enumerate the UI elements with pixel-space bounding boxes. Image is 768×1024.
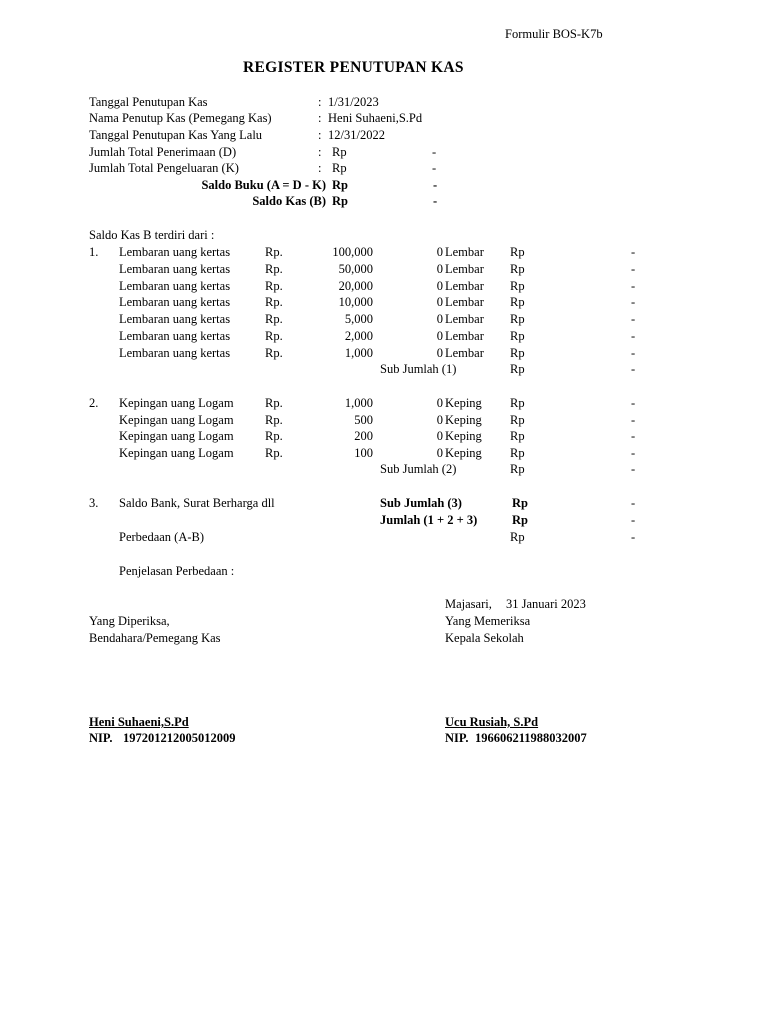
subtotal-amount: - [631,462,636,476]
row-rp: Rp. [265,446,283,461]
row-rp: Rp. [265,245,283,259]
total-label: Jumlah (1 + 2 + 3) [380,513,478,527]
left-sign-name: Heni Suhaeni,S.Pd [89,715,189,729]
row-denomination: 5,000 [344,312,373,327]
row-denomination: 10,000 [338,295,373,310]
right-sign-nip-label: NIP. [445,731,469,745]
row-item: Kepingan uang Logam [119,396,234,410]
left-sign-nip: 197201212005012009 [123,731,236,745]
row-amount: - [631,446,636,461]
section-3-item: Saldo Bank, Surat Berharga dll [119,496,275,510]
row-item: Lembaran uang kertas [119,261,231,276]
row-rp: Rp. [265,429,283,444]
row-rp: Rp. [265,345,283,360]
info-value: Heni Suhaeni,S.Pd [328,111,423,125]
row-rp: Rp. [265,329,283,343]
row-unit: Lembar [445,278,484,293]
penjelasan-label: Penjelasan Perbedaan : [119,564,235,578]
row-rp: Rp. [265,312,283,327]
row-denomination: 1,000 [344,396,373,410]
row-currency: Rp [510,261,525,276]
right-sign-nip: 196606211988032007 [475,731,587,745]
info-colon: : [318,111,322,125]
row-unit: Lembar [445,261,484,276]
row-amount: - [631,278,636,293]
right-sign-title: Kepala Sekolah [445,631,524,645]
row-quantity: 0 [436,446,443,461]
section-number: 3. [89,496,99,510]
row-amount: - [631,345,636,360]
row-unit: Keping [445,412,482,427]
row-denomination: 500 [354,412,373,427]
row-quantity: 0 [436,278,443,293]
row-item: Lembaran uang kertas [119,345,231,360]
saldo-kas-currency: Rp [332,194,348,208]
row-unit: Keping [445,396,482,410]
row-rp: Rp. [265,295,283,310]
row-item: Lembaran uang kertas [119,295,231,310]
subtotal-label: Sub Jumlah (1) [380,362,457,376]
perbedaan-label: Perbedaan (A-B) [119,530,205,544]
row-amount: - [631,429,636,444]
row-quantity: 0 [436,261,443,276]
sign-date: 31 Januari 2023 [506,597,586,611]
info-colon: : [318,161,322,175]
right-sign-role: Yang Memeriksa [445,614,531,628]
row-denomination: 1,000 [344,345,373,360]
subtotal-currency: Rp [510,462,525,476]
row-denomination: 100 [354,446,373,461]
info-colon: : [318,128,322,142]
info-label: Tanggal Penutupan Kas [89,95,208,109]
row-quantity: 0 [436,412,443,427]
row-amount: - [631,412,636,427]
row-amount: - [631,329,636,343]
row-unit: Lembar [445,245,484,259]
saldo-buku-label: Saldo Buku (A = D - K) [201,178,326,192]
row-denomination: 20,000 [338,278,373,293]
row-denomination: 200 [354,429,373,444]
info-currency: Rp [332,145,347,159]
info-value: 1/31/2023 [328,95,379,109]
row-currency: Rp [510,329,525,343]
sign-place: Majasari, [445,597,492,611]
saldo-kas-label: Saldo Kas (B) [252,194,326,208]
subtotal-amount: - [631,362,636,376]
info-currency: Rp [332,161,347,175]
row-denomination: 2,000 [344,329,373,343]
row-item: Kepingan uang Logam [119,446,234,461]
saldo-buku-amount: - [433,178,438,192]
row-rp: Rp. [265,396,283,410]
subtotal-label: Sub Jumlah (3) [380,496,462,510]
saldo-buku-currency: Rp [332,178,348,192]
subtotal-currency: Rp [512,496,528,510]
row-amount: - [631,261,636,276]
row-item: Kepingan uang Logam [119,412,234,427]
info-value: 12/31/2022 [328,128,385,142]
row-currency: Rp [510,412,525,427]
perbedaan-currency: Rp [510,530,525,544]
row-currency: Rp [510,295,525,310]
row-currency: Rp [510,446,525,461]
info-amount: - [432,161,437,175]
saldo-kas-amount: - [433,194,438,208]
row-unit: Lembar [445,295,484,310]
row-unit: Keping [445,429,482,444]
info-label: Tanggal Penutupan Kas Yang Lalu [89,128,263,142]
row-currency: Rp [510,312,525,327]
total-amount: - [631,513,636,527]
row-unit: Lembar [445,312,484,327]
info-label: Jumlah Total Penerimaan (D) [89,145,237,159]
row-quantity: 0 [436,329,443,343]
row-denomination: 100,000 [332,245,373,259]
row-currency: Rp [510,396,525,410]
row-item: Lembaran uang kertas [119,278,231,293]
info-colon: : [318,145,322,159]
row-currency: Rp [510,278,525,293]
row-item: Lembaran uang kertas [119,329,231,343]
right-sign-name: Ucu Rusiah, S.Pd [445,715,539,729]
row-unit: Keping [445,446,482,461]
page-title: REGISTER PENUTUPAN KAS [243,59,464,76]
subtotal-amount: - [631,496,636,510]
row-unit: Lembar [445,345,484,360]
info-label: Jumlah Total Pengeluaran (K) [89,161,239,175]
row-currency: Rp [510,345,525,360]
left-sign-title: Bendahara/Pemegang Kas [89,631,221,645]
row-item: Kepingan uang Logam [119,429,234,444]
section-number: 1. [89,245,99,259]
row-amount: - [631,295,636,310]
row-quantity: 0 [436,396,443,410]
info-label: Nama Penutup Kas (Pemegang Kas) [89,111,272,125]
total-currency: Rp [512,513,528,527]
row-quantity: 0 [436,345,443,360]
row-denomination: 50,000 [338,261,373,276]
form-code: Formulir BOS-K7b [505,27,603,41]
info-colon: : [318,95,322,109]
subtotal-currency: Rp [510,362,525,376]
left-sign-role: Yang Diperiksa, [89,614,170,628]
row-unit: Lembar [445,329,484,343]
row-quantity: 0 [436,312,443,327]
row-rp: Rp. [265,412,283,427]
row-currency: Rp [510,429,525,444]
row-item: Lembaran uang kertas [119,245,231,259]
saldo-kas-b-heading: Saldo Kas B terdiri dari : [89,228,215,242]
left-sign-nip-label: NIP. [89,731,113,745]
row-quantity: 0 [436,245,443,259]
row-amount: - [631,396,636,410]
section-number: 2. [89,396,99,410]
row-quantity: 0 [436,295,443,310]
info-amount: - [432,145,437,159]
row-amount: - [631,245,636,259]
perbedaan-amount: - [631,530,636,544]
row-quantity: 0 [436,429,443,444]
subtotal-label: Sub Jumlah (2) [380,462,457,476]
row-amount: - [631,312,636,327]
row-rp: Rp. [265,261,283,276]
row-rp: Rp. [265,278,283,293]
row-currency: Rp [510,245,525,259]
row-item: Lembaran uang kertas [119,312,231,327]
